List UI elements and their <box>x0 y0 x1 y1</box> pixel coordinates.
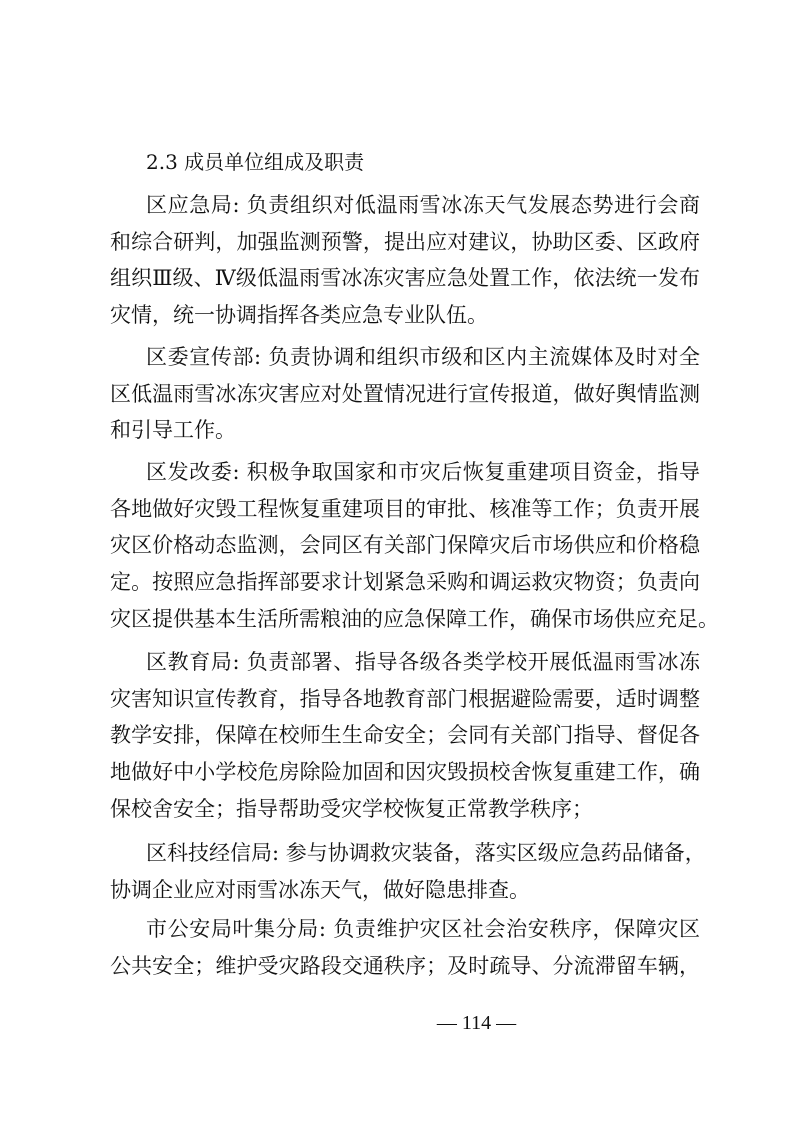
text-line: 教学安排，保障在校师生生命安全；会同有关部门指导、督促各 <box>110 723 700 748</box>
paragraph-education-bureau <box>110 644 700 827</box>
text-line: 市公安局叶集分局: 负责维护灾区社会治安秩序，保障灾区 <box>146 917 700 941</box>
paragraph-science-tech-bureau <box>110 835 706 908</box>
text-line: 区发改委: 积极争取国家和市灾后恢复重建项目资金，指导 <box>146 460 700 484</box>
page-number: — 114 — <box>436 1012 517 1034</box>
text-line: 公共安全；维护受灾路段交通秩序；及时疏导、分流滞留车辆， <box>110 953 700 978</box>
text-line: 和引导工作。 <box>110 418 236 443</box>
text-line: 灾区价格动态监测，会同区有关部门保障灾后市场供应和价格稳 <box>110 533 700 558</box>
text-line: 保校舍安全；指导帮助受灾学校恢复正常教学秩序； <box>110 796 593 821</box>
text-line: 灾区提供基本生活所需粮油的应急保障工作，确保市场供应充足。 <box>110 606 719 631</box>
text-line: 组织Ⅲ级、Ⅳ级低温雨雪冰冻灾害应急处置工作，依法统一发布 <box>110 266 700 291</box>
paragraph-emergency-bureau <box>110 187 700 334</box>
text-line: 灾情，统一协调指挥各类应急专业队伍。 <box>110 303 488 328</box>
text-line: 区科技经信局: 参与协调救灾装备，落实区级应急药品储备， <box>146 841 706 865</box>
paragraph-public-security <box>110 911 700 984</box>
text-line: 区委宣传部: 负责协调和组织市级和区内主流媒体及时对全 <box>146 345 700 369</box>
text-line: 区低温雨雪冰冻灾害应对处置情况进行宣传报道，做好舆情监测 <box>110 381 700 406</box>
text-line: 地做好中小学校危房除险加固和因灾毁损校舍恢复重建工作，确 <box>110 760 700 785</box>
text-line: 区教育局: 负责部署、指导各级各类学校开展低温雨雪冰冻 <box>146 650 700 674</box>
section-heading: 2.3 成员单位组成及职责 <box>146 150 365 174</box>
text-line: 定。按照应急指挥部要求计划紧急采购和调运救灾物资；负责向 <box>110 570 700 595</box>
paragraph-development-reform <box>110 454 719 637</box>
text-line: 灾害知识宣传教育，指导各地教育部门根据避险需要，适时调整 <box>110 686 700 711</box>
paragraph-publicity-dept <box>110 339 700 449</box>
text-line: 和综合研判，加强监测预警，提出应对建议，协助区委、区政府 <box>110 229 700 254</box>
text-line: 各地做好灾毁工程恢复重建项目的审批、核准等工作；负责开展 <box>110 496 700 521</box>
text-line: 协调企业应对雨雪冰冻天气，做好隐患排查。 <box>110 877 530 902</box>
text-line: 区应急局: 负责组织对低温雨雪冰冻天气发展态势进行会商 <box>146 193 700 217</box>
